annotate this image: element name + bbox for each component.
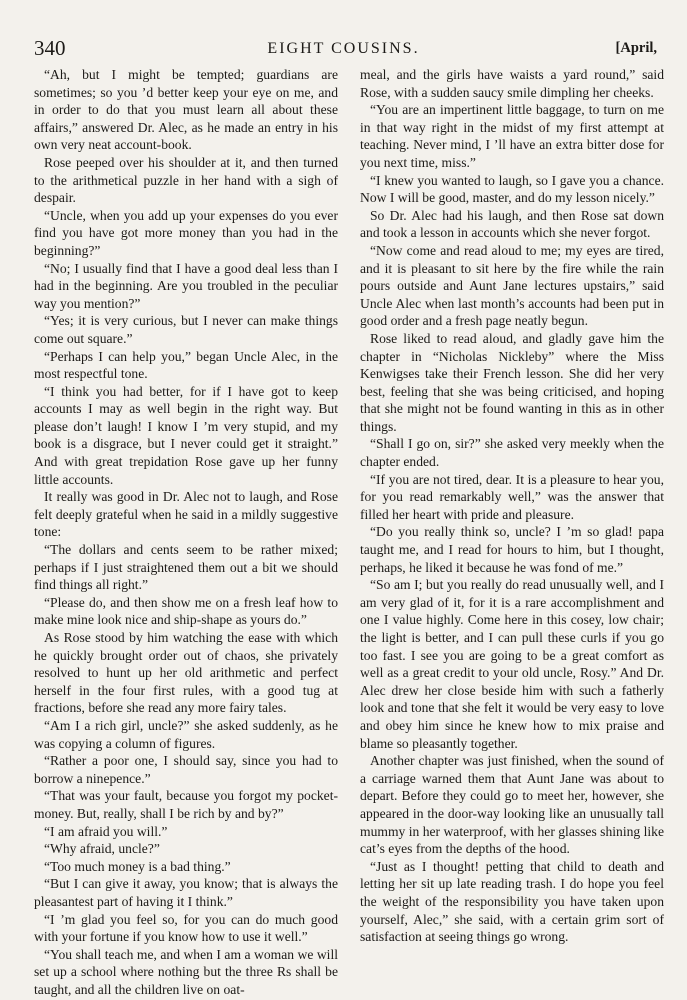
paragraph: “Am I a rich girl, uncle?” she asked suddenly, as he was copying a column of figures. bbox=[34, 717, 338, 751]
paragraph: “I am afraid you will.” bbox=[44, 823, 168, 839]
paragraph: It really was good in Dr. Alec not to laugh, and Rose felt deeply grateful when he said in a mildly suggestive tone: bbox=[34, 489, 338, 540]
text-columns bbox=[34, 66, 664, 997]
paragraph: “Perhaps I can help you,” began Uncle Alec, in the most respectful tone. bbox=[34, 348, 338, 382]
paragraph: “Shall I go on, sir?” she asked very meekly when the chapter ended. bbox=[360, 436, 664, 470]
left-column bbox=[34, 66, 338, 998]
paragraph: Another chapter was just finished, when the sound of a carriage warned them that Aunt Jane was about to depart. Before they could go to meet her, however, she appeared in the door-way looking like an unusually tall mummy in her waterproof, with her glasses shining like cat’s eyes from the depths of the hood. bbox=[360, 753, 664, 857]
paragraph: “The dollars and cents seem to be rather mixed; perhaps if I just straightened them out a bit we should find things all right.” bbox=[34, 542, 338, 593]
page-header bbox=[28, 34, 659, 64]
paragraph: “Why afraid, uncle?” bbox=[44, 841, 160, 857]
paragraph: “Just as I thought! petting that child to death and letting her sit up late reading trash. I do hope you feel the weight of the responsibility you have taken upon yourself, Alec,” she said, with a certain grim sort of satisfaction at seeing things go wrong. bbox=[360, 858, 664, 945]
paragraph: “Yes; it is very curious, but I never can make things come out square.” bbox=[34, 313, 338, 346]
paragraph: “I knew you wanted to laugh, so I gave you a chance. Now I will be good, master, and do my lesson nicely.” bbox=[360, 172, 664, 206]
paragraph: “I think you had better, for if I have got to keep accounts I may as well begin in the right way. But please don’t laugh! I know I ’m very stupid, and my book is a disgrace, but I never could get it straight.” And with great trepidation Rose gave up her funny little accounts. bbox=[34, 383, 338, 487]
paragraph-continued: meal, and the girls have waists a yard round,” said Rose, with a sudden saucy smile dimpling her cheeks. bbox=[360, 67, 664, 100]
page-number: 340 bbox=[34, 36, 66, 60]
paragraph: “Rather a poor one, I should say, since you had to borrow a ninepence.” bbox=[34, 753, 338, 786]
paragraph: As Rose stood by him watching the ease with which he quickly brought order out of chaos, she privately resolved to hunt up her old arithmetic and perfect herself in the four first rules, with a good tug at fractions, before she read any more fairy tales. bbox=[34, 630, 338, 716]
paragraph: Rose peeped over his shoulder at it, and then turned to the arithmetical puzzle in her hand with a sigh of despair. bbox=[34, 154, 338, 206]
running-title: EIGHT COUSINS. bbox=[267, 40, 420, 57]
paragraph: Rose liked to read aloud, and gladly gave him the chapter in “Nicholas Nickleby” where the Miss Kenwigses take their French lesson. She did her very best, feeling that she was being criticised, and hoping that she might not be found wanting in this as in other things. bbox=[360, 330, 664, 434]
paragraph: “So am I; but you really do read unusually well, and I am very glad of it, for it is a rare accomplishment and one I value highly. Come here in this cosey, low chair; the light is better, and I can pull these curls if you go too fast. I see you are going to be a great comfort as well as a great credit to your old uncle, Rosy.” And Dr. Alec drew her close beside him with such a fatherly look and tone that she felt it would be very easy to love and obey him since he knew how to mix praise and blame so pleasantly together. bbox=[360, 577, 664, 751]
paragraph: “No; I usually find that I have a good deal less than I had in the beginning. Are you troubled in the peculiar way you mention?” bbox=[34, 260, 338, 311]
paragraph: So Dr. Alec had his laugh, and then Rose sat down and took a lesson in accounts which she never forgot. bbox=[360, 207, 664, 241]
paragraph: “Please do, and then show me on a fresh leaf how to make mine look nice and ship-shape as yours do.” bbox=[34, 594, 338, 628]
paragraph: “But I can give it away, you know; that is always the pleasantest part of having it I think.” bbox=[34, 876, 338, 909]
paragraph: “That was your fault, because you forgot my pocket-money. But, really, shall I be rich by and by?” bbox=[34, 788, 338, 821]
paragraph: “If you are not tired, dear. It is a pleasure to hear you, for you read remarkably well,” was the answer that filled her heart with pride and pleasure. bbox=[360, 471, 664, 522]
month-label: [April, bbox=[615, 40, 657, 56]
paragraph: “Uncle, when you add up your expenses do you ever find you have got more money than you had in the beginning?” bbox=[34, 207, 338, 258]
paragraph: “You shall teach me, and when I am a woman we will set up a school where nothing but the three Rs shall be taught, and all the children live on oat- bbox=[34, 946, 338, 997]
paragraph: “Now come and read aloud to me; my eyes are tired, and it is pleasant to sit here by the fire while the rain pours outside and Aunt Jane lectures upstairs,” said Uncle Alec when last month’s accounts had been put in good order and a fresh page neatly begun. bbox=[360, 242, 664, 329]
paragraph: “Too much money is a bad thing.” bbox=[44, 858, 231, 874]
paragraph: “Ah, but I might be tempted; guardians are sometimes; so you ’d better keep your eye on me, and in order to do that you must learn all about these affairs,” answered Dr. Alec, as he made an entry in his own very neat account-book. bbox=[34, 67, 338, 153]
paragraph: “I ’m glad you feel so, for you can do much good with your fortune if you know how to use it well.” bbox=[34, 911, 338, 945]
paragraph: “You are an impertinent little baggage, to turn on me in that way right in the midst of my first attempt at teaching. Never mind, I ’ll have an extra bitter dose for you next time, miss.” bbox=[360, 102, 664, 170]
paragraph: “Do you really think so, uncle? I ’m so glad! papa taught me, and I read for hours to him, but I thought, perhaps, he liked it because he was fond of me.” bbox=[360, 524, 664, 575]
right-column bbox=[360, 66, 664, 946]
